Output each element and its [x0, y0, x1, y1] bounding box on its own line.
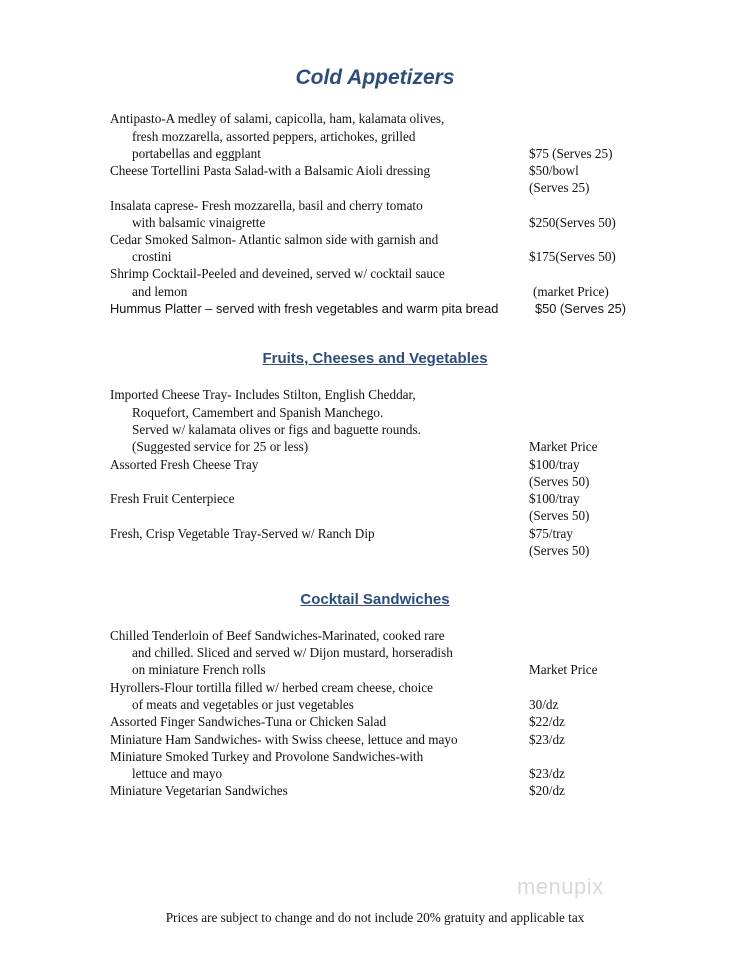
turkey-sandwiches-line-2: lettuce and mayo	[132, 766, 223, 781]
vegetable-tray-line-1: Fresh, Crisp Vegetable Tray-Served w/ Ranch Dip	[110, 526, 375, 541]
imported-cheese-line-1: Imported Cheese Tray- Includes Stilton, English Cheddar,	[110, 387, 416, 402]
salmon-line-1: Cedar Smoked Salmon- Atlantic salmon side with garnish and	[110, 232, 439, 247]
cold-appetizers-heading: Cold Appetizers	[295, 66, 455, 89]
tortellini-line-1: Cheese Tortellini Pasta Salad-with a Balsamic Aioli dressing	[110, 163, 431, 178]
turkey-sandwiches-line-1: Miniature Smoked Turkey and Provolone Sandwiches-with	[110, 749, 424, 764]
salmon-line-2: crostini	[132, 249, 172, 264]
hyrollers-price: 30/dz	[529, 697, 559, 712]
salmon-price: $175(Serves 50)	[529, 249, 616, 264]
footer-note: Prices are subject to change and do not include 20% gratuity and applicable tax	[165, 910, 585, 925]
vegetable-tray-serves: (Serves 50)	[529, 543, 590, 558]
tenderloin-price: Market Price	[529, 662, 598, 677]
shrimp-line-2: and lemon	[132, 284, 188, 299]
imported-cheese-line-3: Served w/ kalamata olives or figs and baguette rounds.	[132, 422, 421, 437]
hummus-line-1: Hummus Platter – served with fresh vegetables and warm pita bread	[110, 301, 499, 316]
tortellini-price: $50/bowl	[529, 163, 579, 178]
hummus-price: $50 (Serves 25)	[535, 301, 627, 316]
caprese-price: $250(Serves 50)	[529, 215, 616, 230]
fresh-cheese-serves: (Serves 50)	[529, 474, 590, 489]
imported-cheese-price: Market Price	[529, 439, 598, 454]
vegetarian-sandwiches-price: $20/dz	[529, 783, 565, 798]
tortellini-serves: (Serves 25)	[529, 180, 590, 195]
shrimp-line-1: Shrimp Cocktail-Peeled and deveined, served w/ cocktail sauce	[110, 266, 445, 281]
tenderloin-line-1: Chilled Tenderloin of Beef Sandwiches-Marinated, cooked rare	[110, 628, 445, 643]
caprese-line-1: Insalata caprese- Fresh mozzarella, basil and cherry tomato	[110, 198, 423, 213]
tenderloin-line-2: and chilled. Sliced and served w/ Dijon mustard, horseradish	[132, 645, 453, 660]
fruit-centerpiece-serves: (Serves 50)	[529, 508, 590, 523]
hyrollers-line-1: Hyrollers-Flour tortilla filled w/ herbed cream cheese, choice	[110, 680, 433, 695]
cocktail-sandwiches-heading: Cocktail Sandwiches	[300, 591, 450, 608]
turkey-sandwiches-price: $23/dz	[529, 766, 565, 781]
finger-sandwiches-line-1: Assorted Finger Sandwiches-Tuna or Chicken Salad	[110, 714, 387, 729]
fresh-cheese-price: $100/tray	[529, 457, 580, 472]
vegetarian-sandwiches-line-1: Miniature Vegetarian Sandwiches	[110, 783, 288, 798]
hyrollers-line-2: of meats and vegetables or just vegetables	[132, 697, 354, 712]
imported-cheese-line-4: (Suggested service for 25 or less)	[132, 439, 309, 454]
vegetable-tray-price: $75/tray	[529, 526, 573, 541]
menupix-watermark: menupix	[517, 874, 604, 899]
antipasto-line-1: Antipasto-A medley of salami, capicolla, ham, kalamata olives,	[110, 111, 445, 126]
fruit-centerpiece-price: $100/tray	[529, 491, 580, 506]
tenderloin-line-3: on miniature French rolls	[132, 662, 266, 677]
fruit-centerpiece-line-1: Fresh Fruit Centerpiece	[110, 491, 235, 506]
imported-cheese-line-2: Roquefort, Camembert and Spanish Manchego.	[132, 405, 384, 420]
fruits-cheeses-heading: Fruits, Cheeses and Vegetables	[262, 350, 488, 367]
antipasto-price: $75 (Serves 25)	[529, 146, 613, 161]
caprese-line-2: with balsamic vinaigrette	[132, 215, 266, 230]
ham-sandwiches-line-1: Miniature Ham Sandwiches- with Swiss cheese, lettuce and mayo	[110, 732, 458, 747]
antipasto-line-2: fresh mozzarella, assorted peppers, artichokes, grilled	[132, 129, 416, 144]
shrimp-price: (market Price)	[533, 284, 609, 299]
fresh-cheese-line-1: Assorted Fresh Cheese Tray	[110, 457, 259, 472]
antipasto-line-3: portabellas and eggplant	[132, 146, 261, 161]
ham-sandwiches-price: $23/dz	[529, 732, 565, 747]
finger-sandwiches-price: $22/dz	[529, 714, 565, 729]
